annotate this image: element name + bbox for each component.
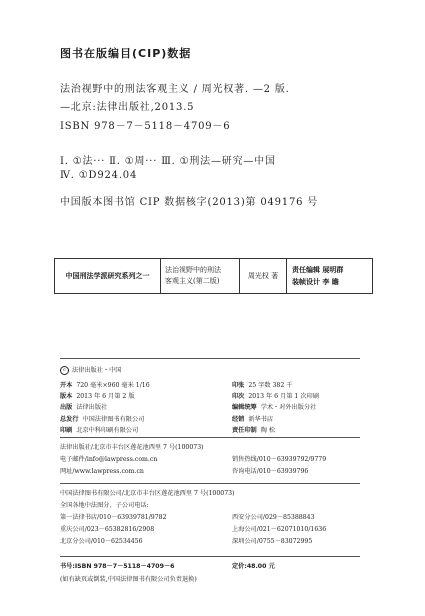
divider <box>60 483 360 484</box>
distributor-contact <box>60 488 235 548</box>
copyright-icon: c <box>60 366 69 375</box>
specs-right <box>232 380 319 436</box>
distributor-row: 深圳公司/0755－83072995 <box>232 538 313 545</box>
distributor-row: 上海公司/021－62071010/1636 <box>232 526 327 533</box>
cip-record-number: 中国版本图书馆 CIP 数据核字(2013)第 049176 号 <box>60 197 319 208</box>
cip-subject-line: Ⅰ. ①法··· Ⅱ. ①周··· Ⅲ. ①刑法—研究—中国 <box>60 156 276 167</box>
distributor-row: 第一法律书店/010－63939781/9782 <box>60 514 167 521</box>
cip-classification-line: Ⅳ. ①D924.04 <box>60 170 138 181</box>
isbn-footer: 书号:ISBN 978－7－5118－4709－6 <box>60 563 175 570</box>
publisher-address: 法律出版社/北京市丰台区莲花池西里 7 号(100073) <box>60 444 204 451</box>
spec-row: 印张 25 字数 382 千 <box>232 382 293 389</box>
cover-designer: 装帧设计 李 瞻 <box>292 278 339 286</box>
distributor-row: 西安分公司/029－85388843 <box>232 514 315 521</box>
distributor-row: 北京分公司/010－62534456 <box>60 538 143 545</box>
distributor-row: 重庆公司/023－65382816/2908 <box>60 526 155 533</box>
book-title-cell <box>161 259 240 293</box>
divider <box>60 437 360 438</box>
author-cell: 周光权 著 <box>240 259 287 293</box>
credits-cell <box>287 259 372 293</box>
specs-left <box>60 380 150 436</box>
copyright-line <box>60 365 122 375</box>
distributor-address: 中国法律图书有限公司/北京市丰台区莲花池西里 7 号(100073) <box>60 490 235 497</box>
spec-row: 开本 720 毫米×960 毫米 1/16 <box>60 382 150 389</box>
publisher-contact <box>60 442 204 478</box>
publisher-email: 电子邮件/info@lawpress.com.cn <box>60 456 158 463</box>
book-title-line-1: 法治视野中的刑法 <box>165 266 221 274</box>
cip-title-line: 法治视野中的刑法客观主义 / 周光权著. —2 版. <box>60 84 290 95</box>
publisher-website: 网址/www.lawpress.com.cn <box>60 468 144 475</box>
divider <box>60 556 360 557</box>
spec-row: 经销 新华书店 <box>232 415 274 423</box>
divider <box>60 358 360 359</box>
spec-row: 编辑统筹 学术・对外出版分社 <box>232 404 317 412</box>
spec-row: 印次 2013 年 6 月第 1 次印刷 <box>232 393 319 401</box>
return-note: (如有缺页或倒装,中国法律图书有限公司负责退换) <box>60 576 197 583</box>
book-title-line-2: 客观主义(第二版) <box>165 277 220 285</box>
cip-heading: 图书在版编目(CIP)数据 <box>60 47 192 60</box>
spec-row: 责任印制 陶 松 <box>232 426 276 434</box>
publisher-phones <box>232 454 326 478</box>
sales-phone: 销售热线/010－63939792/9779 <box>232 456 327 463</box>
spec-row: 出版 法律出版社 <box>60 404 108 412</box>
distributor-contact-right <box>232 512 326 548</box>
spec-row: 总发行 中国法律图书有限公司 <box>60 415 145 423</box>
cip-isbn-line: ISBN 978－7－5118－4709－6 <box>60 121 231 132</box>
series-name: 中国刑法学派研究系列之一 <box>55 259 161 293</box>
distributor-network: 全国各地中法图分、子公司电话: <box>60 502 149 509</box>
cip-publisher-line: —北京:法律出版社,2013.5 <box>60 102 195 113</box>
spec-row: 版本 2013 年 6 月第 2 版 <box>60 393 135 401</box>
price: 定价:48.00 元 <box>232 563 275 570</box>
copyright-text: 法律出版社・中国 <box>72 367 122 374</box>
responsible-editor: 责任编辑 展明群 <box>292 266 344 274</box>
spec-row: 印刷 北京中科印刷有限公司 <box>60 426 139 434</box>
inquiry-phone: 咨询电话/010－63939796 <box>232 468 309 475</box>
series-info-table <box>54 258 373 294</box>
